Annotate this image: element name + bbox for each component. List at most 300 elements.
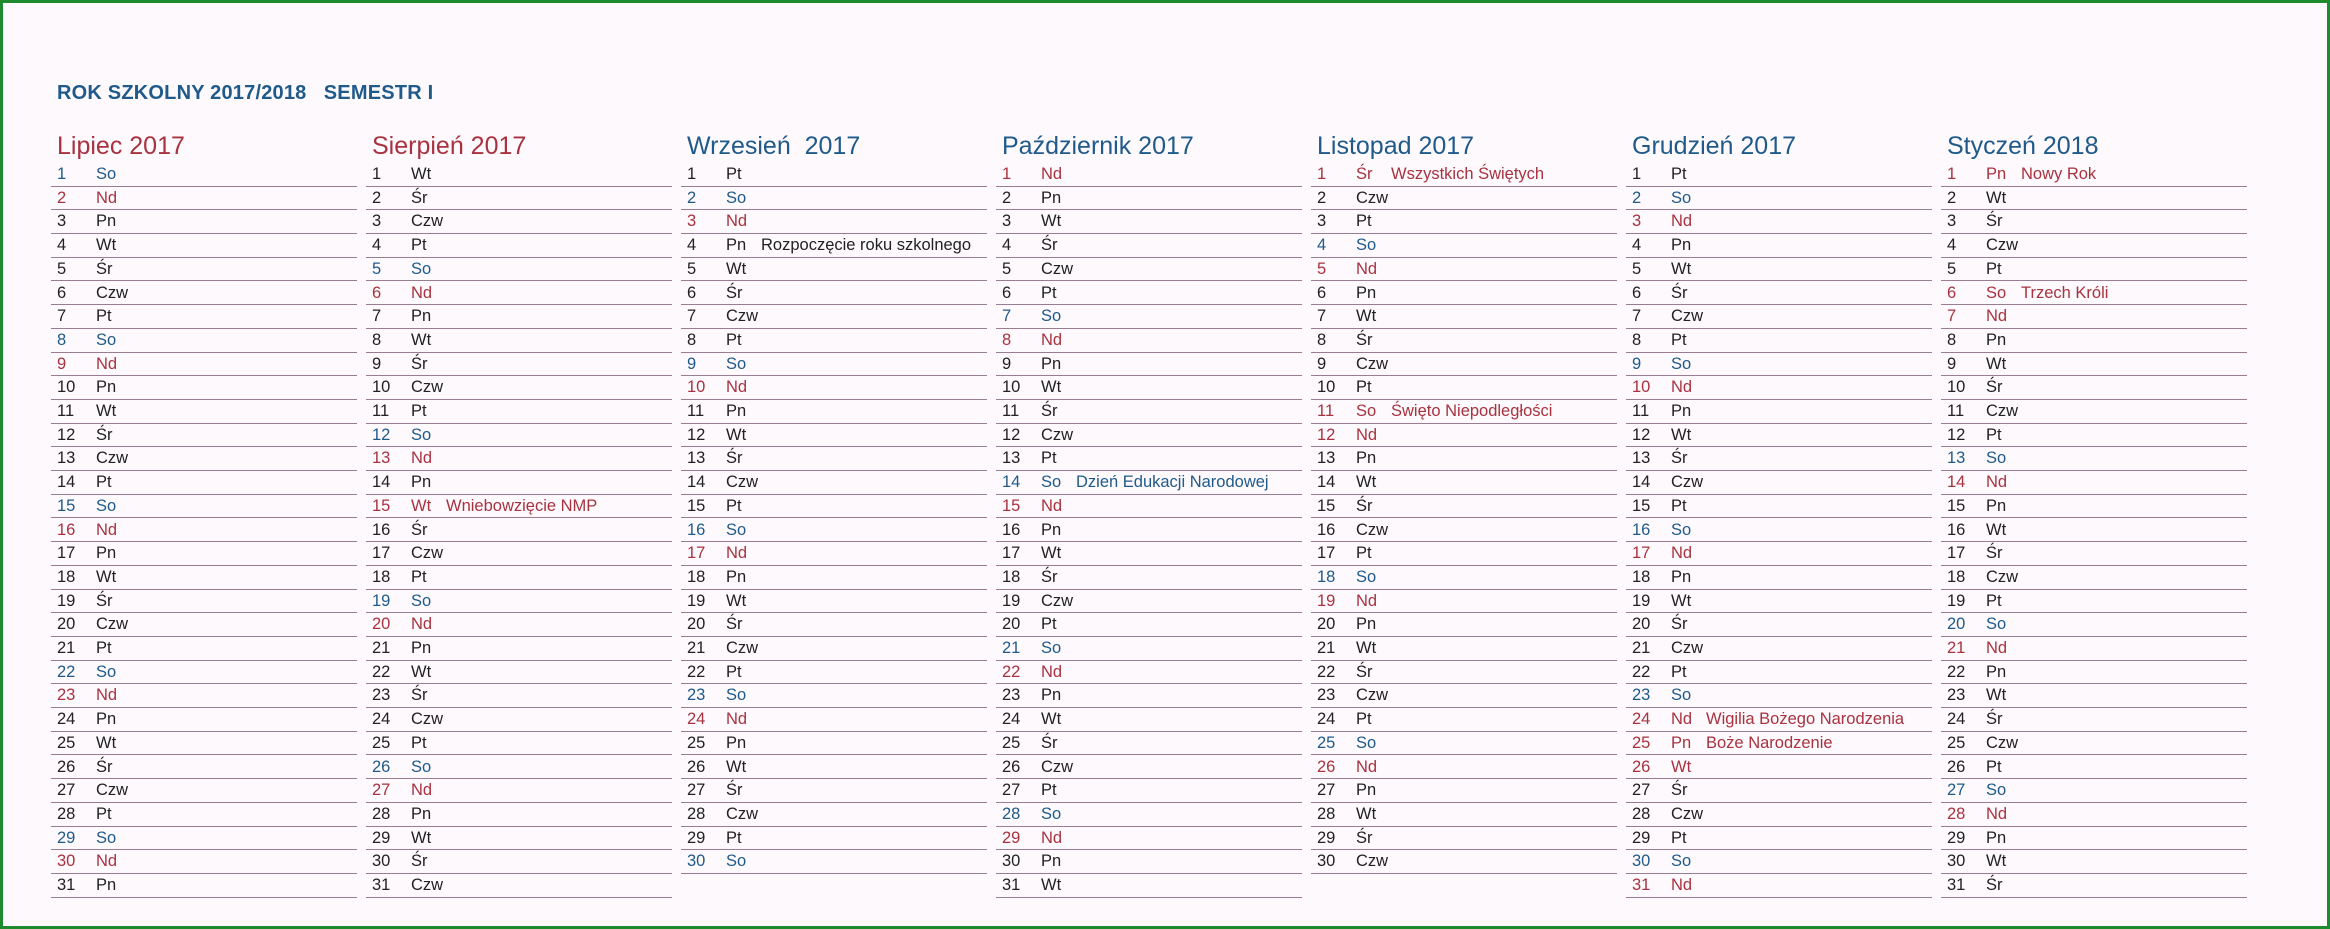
day-row (996, 637, 1302, 661)
day-row (1311, 210, 1617, 234)
weekday-name: Pn (1041, 852, 1062, 871)
weekday-name: Wt (96, 402, 117, 420)
weekday-name: Pt (1356, 710, 1372, 729)
weekday-name: So (1041, 473, 1062, 492)
weekday-name: Śr (411, 686, 428, 705)
day-number: 18 (687, 567, 706, 586)
day-number: 30 (1317, 852, 1336, 871)
day-number: 9 (372, 354, 382, 373)
day-number: 17 (687, 544, 706, 563)
day-row (1311, 850, 1617, 874)
day-row (51, 329, 357, 353)
weekday-name: Pt (411, 402, 427, 420)
day-row (366, 424, 672, 448)
day-row (1311, 732, 1617, 756)
weekday-name: Pn (96, 544, 117, 563)
holiday-note: Wigilia Bożego Narodzenia (1706, 710, 1905, 729)
day-number: 6 (372, 283, 382, 302)
day-number: 17 (372, 544, 391, 563)
day-row (366, 779, 672, 803)
day-row (996, 210, 1302, 234)
day-number: 13 (57, 449, 76, 468)
day-number: 22 (57, 662, 76, 681)
day-row (1311, 282, 1617, 306)
weekday-name: Czw (1041, 259, 1074, 278)
day-number: 7 (1317, 307, 1327, 326)
day-row (1626, 519, 1932, 543)
day-number: 9 (57, 354, 67, 373)
weekday-name: Czw (726, 639, 759, 657)
day-number: 1 (1002, 165, 1012, 183)
day-number: 24 (1317, 710, 1336, 729)
day-row (1941, 258, 2247, 282)
weekday-name: Śr (1041, 236, 1058, 255)
day-number: 11 (1002, 402, 1020, 420)
day-row (681, 590, 987, 614)
weekday-name: Pt (1986, 591, 2002, 610)
day-number: 3 (1632, 212, 1642, 231)
weekday-name: Wt (1986, 520, 2007, 539)
day-row (1626, 258, 1932, 282)
page-title: ROK SZKOLNY 2017/2018 SEMESTR I (57, 82, 434, 104)
day-number: 24 (1947, 710, 1966, 729)
weekday-name: Pt (726, 165, 742, 183)
weekday-name: Pn (411, 473, 432, 492)
weekday-name: Nd (1041, 828, 1063, 847)
day-row (1311, 329, 1617, 353)
day-row (366, 661, 672, 685)
day-row (681, 187, 987, 211)
day-number: 13 (1632, 449, 1651, 468)
holiday-note: Rozpoczęcie roku szkolnego (761, 236, 972, 255)
holiday-note: Trzech Króli (2021, 283, 2109, 302)
weekday-name: So (411, 259, 432, 278)
weekday-name: Pn (1356, 449, 1377, 468)
day-row (681, 756, 987, 780)
day-number: 9 (1317, 354, 1327, 373)
day-row (51, 376, 357, 400)
day-number: 10 (1947, 378, 1966, 397)
weekday-name: Wt (1041, 212, 1062, 231)
day-row (681, 258, 987, 282)
day-number: 23 (1947, 686, 1966, 705)
day-row (51, 566, 357, 590)
day-row (681, 827, 987, 851)
weekday-name: Śr (1356, 330, 1373, 349)
weekday-name: Pn (1041, 354, 1062, 373)
weekday-name: Czw (1356, 686, 1389, 705)
weekday-name: Pn (726, 733, 747, 752)
day-number: 30 (687, 852, 706, 871)
day-number: 22 (687, 662, 706, 681)
weekday-name: So (96, 165, 117, 183)
day-number: 7 (57, 307, 67, 326)
day-number: 21 (1317, 639, 1336, 657)
day-number: 6 (1002, 283, 1012, 302)
weekday-name: Pt (1986, 259, 2002, 278)
weekday-name: Czw (1986, 733, 2019, 752)
weekday-name: Pn (726, 402, 747, 420)
day-row (1941, 661, 2247, 685)
day-number: 8 (57, 330, 67, 349)
day-row (366, 590, 672, 614)
weekday-name: Śr (1986, 212, 2003, 231)
day-number: 14 (1002, 473, 1021, 492)
weekday-name: Czw (1671, 307, 1704, 326)
day-number: 10 (372, 378, 391, 397)
day-number: 19 (1317, 591, 1336, 610)
day-row (51, 187, 357, 211)
day-row (681, 779, 987, 803)
day-number: 8 (1002, 330, 1012, 349)
day-number: 9 (1002, 354, 1012, 373)
day-row (1626, 803, 1932, 827)
weekday-name: Śr (411, 852, 428, 871)
holiday-note: Święto Niepodległości (1391, 402, 1553, 420)
weekday-name: Czw (96, 449, 129, 468)
day-row (1626, 613, 1932, 637)
day-row (51, 305, 357, 329)
day-number: 27 (1632, 781, 1651, 800)
day-number: 30 (57, 852, 76, 871)
weekday-name: Wt (411, 330, 432, 349)
weekday-name: Nd (1356, 425, 1378, 444)
weekday-name: Nd (411, 615, 433, 634)
day-number: 3 (1317, 212, 1327, 231)
day-row (366, 258, 672, 282)
weekday-name: Czw (1671, 639, 1704, 657)
weekday-name: Czw (1356, 354, 1389, 373)
day-row (51, 234, 357, 258)
day-number: 3 (687, 212, 697, 231)
day-row (1311, 566, 1617, 590)
weekday-name: Pn (1356, 615, 1377, 634)
day-number: 4 (1317, 236, 1327, 255)
day-row (51, 803, 357, 827)
day-row (51, 756, 357, 780)
day-number: 25 (1002, 733, 1021, 752)
weekday-name: Czw (1356, 852, 1389, 871)
day-row (1941, 234, 2247, 258)
day-row (1311, 779, 1617, 803)
day-number: 16 (687, 520, 706, 539)
day-row (366, 234, 672, 258)
weekday-name: Pt (1041, 615, 1057, 634)
day-number: 3 (1002, 212, 1012, 231)
day-number: 6 (1317, 283, 1327, 302)
weekday-name: Śr (726, 781, 743, 800)
weekday-name: So (726, 188, 747, 207)
weekday-name: Śr (1986, 876, 2003, 894)
weekday-name: Wt (1041, 378, 1062, 397)
day-number: 1 (372, 165, 382, 183)
day-number: 21 (1632, 639, 1651, 657)
day-number: 15 (372, 496, 391, 515)
day-row (51, 400, 357, 424)
weekday-name: Czw (1986, 402, 2019, 420)
weekday-name: Śr (96, 259, 113, 278)
day-row (1626, 708, 1932, 732)
day-row (366, 163, 672, 187)
day-row (1941, 353, 2247, 377)
day-number: 29 (1317, 828, 1336, 847)
weekday-name: Śr (1356, 165, 1373, 183)
weekday-name: Pn (96, 378, 117, 397)
day-number: 5 (687, 259, 697, 278)
weekday-name: Śr (1356, 662, 1373, 681)
day-number: 13 (1317, 449, 1336, 468)
day-row (1941, 566, 2247, 590)
day-row (1941, 495, 2247, 519)
day-number: 28 (1002, 804, 1021, 823)
day-number: 23 (1002, 686, 1021, 705)
day-row (1941, 329, 2247, 353)
day-number: 21 (1002, 639, 1021, 657)
day-number: 29 (1002, 828, 1021, 847)
day-row (51, 210, 357, 234)
weekday-name: Śr (1041, 402, 1058, 420)
day-number: 2 (687, 188, 697, 207)
day-number: 17 (1947, 544, 1966, 563)
day-row (1626, 376, 1932, 400)
day-number: 11 (687, 402, 705, 420)
day-row (1626, 590, 1932, 614)
day-row (51, 471, 357, 495)
weekday-name: Śr (411, 354, 428, 373)
weekday-name: Czw (1986, 567, 2019, 586)
day-number: 21 (687, 639, 706, 657)
day-number: 5 (372, 259, 382, 278)
weekday-name: Nd (1671, 876, 1693, 894)
weekday-name: Śr (726, 283, 743, 302)
day-number: 23 (57, 686, 76, 705)
day-row (1311, 424, 1617, 448)
weekday-name: Czw (1356, 188, 1389, 207)
weekday-name: Wt (1671, 259, 1692, 278)
weekday-name: Wt (1671, 425, 1692, 444)
weekday-name: Czw (1041, 425, 1074, 444)
weekday-name: Wt (411, 828, 432, 847)
day-number: 23 (1632, 686, 1651, 705)
day-row (996, 163, 1302, 187)
weekday-name: Wt (1356, 473, 1377, 492)
day-number: 11 (1632, 402, 1650, 420)
weekday-name: Wt (1986, 188, 2007, 207)
weekday-name: Czw (411, 544, 444, 563)
weekday-name: So (1671, 188, 1692, 207)
day-row (996, 282, 1302, 306)
day-row (51, 353, 357, 377)
day-row (51, 684, 357, 708)
day-row (51, 163, 357, 187)
month-title: Grudzień 2017 (1632, 132, 1797, 160)
day-number: 23 (372, 686, 391, 705)
weekday-name: Pn (411, 804, 432, 823)
day-row (1311, 234, 1617, 258)
day-row (681, 376, 987, 400)
day-number: 9 (1632, 354, 1642, 373)
weekday-name: Nd (96, 354, 118, 373)
day-number: 15 (57, 496, 76, 515)
day-number: 18 (1632, 567, 1651, 586)
day-row (1941, 542, 2247, 566)
day-row (996, 495, 1302, 519)
weekday-name: Czw (726, 473, 759, 492)
day-number: 19 (1002, 591, 1021, 610)
day-row (681, 684, 987, 708)
month-title: Wrzesień 2017 (687, 132, 861, 160)
day-row (996, 400, 1302, 424)
weekday-name: Nd (1671, 378, 1693, 397)
day-number: 19 (57, 591, 76, 610)
weekday-name: So (1986, 283, 2007, 302)
weekday-name: Pn (1041, 520, 1062, 539)
weekday-name: Czw (1671, 473, 1704, 492)
weekday-name: So (1356, 402, 1377, 420)
day-row (681, 353, 987, 377)
weekday-name: Pn (96, 710, 117, 729)
day-row (1626, 234, 1932, 258)
weekday-name: Pt (726, 330, 742, 349)
day-number: 27 (372, 781, 391, 800)
day-number: 28 (687, 804, 706, 823)
weekday-name: Pt (726, 828, 742, 847)
weekday-name: Śr (96, 757, 113, 776)
day-row (366, 708, 672, 732)
month-title: Październik 2017 (1002, 132, 1194, 160)
day-number: 14 (1947, 473, 1966, 492)
day-number: 4 (1947, 236, 1957, 255)
day-row (366, 519, 672, 543)
day-row (681, 542, 987, 566)
weekday-name: Pt (1356, 378, 1372, 397)
day-number: 26 (687, 757, 706, 776)
weekday-name: Nd (96, 188, 118, 207)
day-number: 6 (687, 283, 697, 302)
day-row (366, 542, 672, 566)
day-row (51, 637, 357, 661)
weekday-name: Śr (1671, 283, 1688, 302)
day-row (1311, 542, 1617, 566)
day-number: 8 (1947, 330, 1957, 349)
day-row (1941, 282, 2247, 306)
weekday-name: So (1041, 307, 1062, 326)
day-number: 2 (1947, 188, 1957, 207)
weekday-name: Pn (1986, 330, 2007, 349)
day-row (366, 732, 672, 756)
month-title: Styczeń 2018 (1947, 132, 2099, 160)
weekday-name: Śr (1671, 615, 1688, 634)
weekday-name: So (1356, 733, 1377, 752)
day-row (996, 566, 1302, 590)
day-number: 9 (687, 354, 697, 373)
day-row (1941, 447, 2247, 471)
weekday-name: Pt (1671, 496, 1687, 515)
day-row (681, 305, 987, 329)
day-number: 1 (687, 165, 697, 183)
weekday-name: Śr (726, 449, 743, 468)
day-number: 7 (687, 307, 697, 326)
day-number: 16 (57, 520, 76, 539)
weekday-name: So (1671, 354, 1692, 373)
day-row (366, 282, 672, 306)
day-row (996, 827, 1302, 851)
day-row (1626, 400, 1932, 424)
day-number: 19 (687, 591, 706, 610)
day-number: 21 (57, 639, 76, 657)
weekday-name: Nd (1986, 804, 2008, 823)
weekday-name: So (1986, 615, 2007, 634)
day-number: 30 (372, 852, 391, 871)
day-number: 31 (1947, 876, 1966, 894)
day-number: 28 (1632, 804, 1651, 823)
day-number: 7 (372, 307, 382, 326)
day-number: 23 (687, 686, 706, 705)
weekday-name: Pn (1986, 165, 2007, 183)
day-row (1311, 661, 1617, 685)
day-number: 26 (57, 757, 76, 776)
day-row (681, 210, 987, 234)
day-row (1626, 424, 1932, 448)
day-number: 7 (1947, 307, 1957, 326)
day-row (1311, 258, 1617, 282)
day-row (996, 187, 1302, 211)
day-row (996, 353, 1302, 377)
day-row (51, 708, 357, 732)
weekday-name: Wt (1671, 757, 1692, 776)
day-number: 3 (1947, 212, 1957, 231)
weekday-name: So (96, 662, 117, 681)
day-row (51, 519, 357, 543)
day-number: 17 (1002, 544, 1021, 563)
weekday-name: Nd (96, 520, 118, 539)
weekday-name: Pn (1671, 402, 1692, 420)
day-number: 4 (57, 236, 67, 255)
day-number: 15 (1317, 496, 1336, 515)
day-row (996, 447, 1302, 471)
day-row (996, 684, 1302, 708)
day-row (1626, 756, 1932, 780)
weekday-name: Nd (411, 283, 433, 302)
month-title: Lipiec 2017 (57, 132, 185, 160)
weekday-name: Pt (1671, 662, 1687, 681)
day-number: 26 (1947, 757, 1966, 776)
day-row (1941, 803, 2247, 827)
weekday-name: Pn (411, 307, 432, 326)
day-row (366, 400, 672, 424)
weekday-name: Nd (96, 852, 118, 871)
day-row (681, 519, 987, 543)
weekday-name: Pt (411, 733, 427, 752)
weekday-name: Nd (96, 686, 118, 705)
day-number: 28 (1317, 804, 1336, 823)
day-number: 26 (1317, 757, 1336, 776)
day-row (1626, 471, 1932, 495)
weekday-name: Nd (1041, 662, 1063, 681)
day-row (1626, 187, 1932, 211)
weekday-name: Śr (96, 425, 113, 444)
day-row (1941, 756, 2247, 780)
day-number: 8 (1317, 330, 1327, 349)
day-number: 27 (1002, 781, 1021, 800)
day-number: 24 (57, 710, 76, 729)
day-row (1626, 874, 1932, 898)
day-row (1311, 187, 1617, 211)
weekday-name: Wt (726, 425, 747, 444)
day-number: 24 (1002, 710, 1021, 729)
day-row (1626, 305, 1932, 329)
weekday-name: Pt (411, 567, 427, 586)
